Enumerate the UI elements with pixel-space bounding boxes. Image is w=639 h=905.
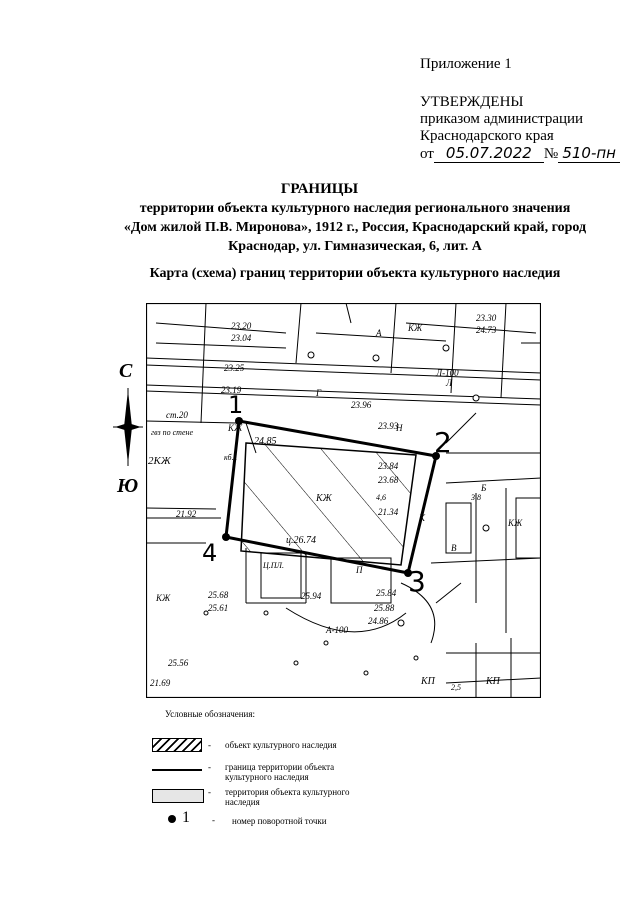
number-sign: № — [543, 146, 559, 162]
map-label: 2КЖ — [148, 455, 171, 467]
legend-dash: - — [208, 740, 211, 750]
map-label: КЖ — [228, 423, 243, 433]
map-label: А-100 — [326, 625, 348, 635]
elevation-label: 25.84 — [376, 588, 397, 598]
legend-dash: - — [208, 787, 211, 797]
map-label: КЖ — [156, 593, 171, 603]
elevation-label: 25.68 — [208, 590, 229, 600]
elevation-label: 25.88 — [374, 603, 395, 613]
map-label: гвз по стене — [151, 428, 194, 437]
turning-point-icon — [168, 815, 176, 823]
map-drawing — [146, 303, 541, 698]
territory-symbol-icon — [152, 789, 204, 803]
legend-item-heritage-object: объект культурного наследия — [225, 740, 337, 750]
point-number-2: 2 — [434, 426, 452, 459]
elevation-label: 24.73 — [476, 325, 497, 335]
elevation-label: 25.61 — [208, 603, 229, 613]
boundary-line-icon — [152, 769, 202, 771]
map-label: Л-100 — [436, 368, 459, 378]
cadastral-map — [146, 303, 541, 698]
map-label: Н — [396, 423, 403, 433]
legend-title: Условные обозначения: — [165, 709, 256, 719]
compass-rose-icon — [113, 388, 143, 466]
elevation-label: 23.04 — [231, 333, 252, 343]
map-label: КЖ — [508, 518, 523, 528]
title-line: Краснодар, ул. Гимназическая, 6, лит. А — [228, 239, 482, 254]
hatch-symbol-icon — [152, 738, 202, 752]
map-label: КЖ — [316, 493, 332, 504]
legend-item-boundary: граница территории объекта культурного наследия — [225, 762, 335, 782]
order-line-1: приказом администрации — [420, 111, 584, 127]
elevation-label: 23.20 — [231, 321, 252, 331]
title-line: «Дом жилой П.В. Миронова», 1912 г., Россия, Краснодарский край, город — [123, 220, 587, 235]
map-label: Б — [481, 483, 487, 493]
point-number-3: 3 — [408, 565, 426, 598]
elevation-label: 23.25 — [224, 363, 245, 373]
number-value: 510-пн — [558, 145, 620, 163]
map-label: 2,5 — [451, 683, 461, 692]
map-caption: Карта (схема) границ территории объекта культурного наследия — [149, 266, 561, 281]
map-label: ст.20 — [166, 410, 188, 420]
elevation-label: 25.56 — [168, 658, 189, 668]
compass — [113, 360, 143, 500]
point-number-4: 4 — [202, 539, 218, 567]
elevation-label: 25.94 — [301, 591, 322, 601]
elevation-label: 23.96 — [351, 400, 372, 410]
map-label: КЖ — [408, 323, 423, 333]
map-label: ц.26.74 — [286, 535, 316, 546]
elevation-label: 23.84 — [378, 461, 399, 471]
order-date-line — [420, 145, 625, 165]
title-body — [90, 199, 620, 256]
elevation-label: 23.19 — [221, 385, 242, 395]
map-label: К — [419, 513, 425, 523]
map-label: кб.1 — [224, 453, 238, 462]
title-line: территории объекта культурного наследия регионального значения — [139, 201, 571, 216]
legend-point-number: 1 — [182, 809, 190, 826]
elevation-label: 21.92 — [176, 509, 197, 519]
map-label: Ц.ПЛ. — [263, 561, 284, 570]
map-label: КП — [486, 676, 500, 687]
north-label: С — [119, 360, 133, 382]
elevation-label: 21.69 — [150, 678, 171, 688]
elevation-label: 21.34 — [378, 507, 399, 517]
elevation-label: 23.68 — [378, 475, 399, 485]
title-heading: ГРАНИЦЫ — [280, 181, 359, 197]
legend-item-turning-point: номер поворотной точки — [232, 816, 327, 826]
map-label: П — [356, 565, 363, 575]
legend-dash: - — [208, 762, 211, 772]
order-line-2: Краснодарского края — [420, 128, 554, 144]
legend — [140, 705, 470, 835]
map-label: В — [451, 543, 457, 553]
map-label: Л — [446, 378, 453, 388]
turning-point-4 — [222, 533, 230, 541]
legend-item-territory: территория объекта культурного наследия — [225, 787, 350, 807]
approved-label: УТВЕРЖДЕНЫ — [420, 94, 524, 110]
legend-dash: - — [212, 815, 215, 825]
map-label: А — [376, 328, 382, 338]
elevation-label: 24.85 — [254, 436, 277, 447]
map-label: 4,6 — [376, 493, 386, 502]
elevation-label: 23.30 — [476, 313, 497, 323]
map-label: 3,8 — [471, 493, 481, 502]
south-label: Ю — [117, 475, 139, 497]
elevation-label: 24.86 — [368, 616, 389, 626]
point-number-1: 1 — [228, 391, 244, 419]
date-value: 05.07.2022 — [434, 145, 544, 163]
appendix-label: Приложение 1 — [420, 56, 512, 72]
date-prefix: от — [420, 146, 434, 162]
elevation-label: 23.93 — [378, 421, 399, 431]
map-label: Г — [316, 388, 322, 398]
map-label: КП — [421, 676, 435, 687]
